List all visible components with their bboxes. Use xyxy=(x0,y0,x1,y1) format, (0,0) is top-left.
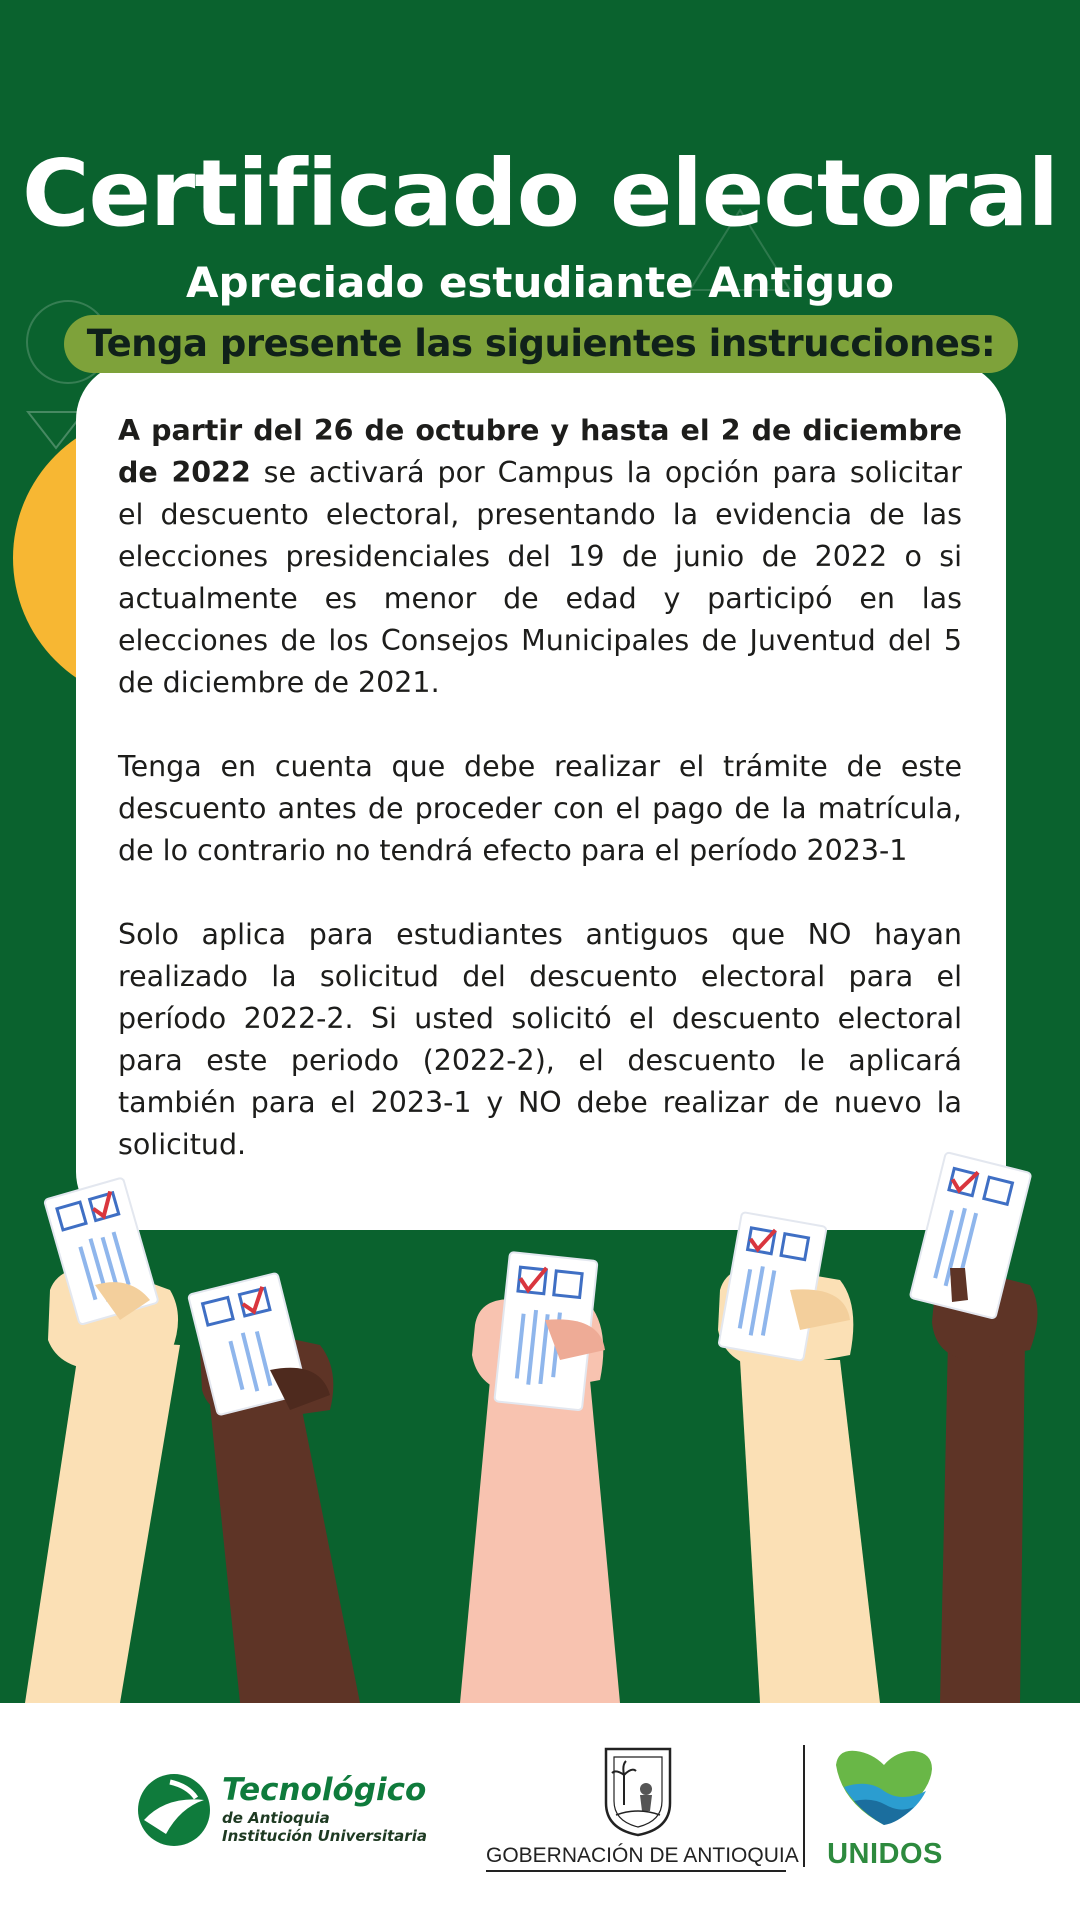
hand-3 xyxy=(460,1252,620,1703)
footer-logos xyxy=(0,1703,1080,1920)
hand-1 xyxy=(25,1177,180,1703)
gobernacion-seal-icon xyxy=(602,1745,674,1837)
unidos-name: UNIDOS xyxy=(827,1838,943,1870)
gobernacion-name: GOBERNACIÓN DE ANTIOQUIA xyxy=(486,1844,786,1872)
paragraph-applicability: Solo aplica para estudiantes antiguos que NO hayan realizado la solicitud del descuento electoral para el período 2022-2. Si usted solicitó el descuento electoral para este periodo (2022-2), el descuento le aplicará también para el 2023-1 y NO debe realizar de nuevo la solicitud. xyxy=(118,918,962,1161)
unidos-logo-icon xyxy=(828,1745,940,1837)
hand-5 xyxy=(910,1152,1038,1703)
tecnologico-logo-icon xyxy=(136,1772,212,1848)
page-subtitle: Apreciado estudiante Antiguo xyxy=(186,258,894,307)
tecnologico-name: Tecnológico xyxy=(222,1772,427,1808)
page-title: Certificado electoral xyxy=(21,140,1059,247)
tecnologico-subtitle-2: Institución Universitaria xyxy=(222,1827,427,1845)
paragraph-dates-rest: se activará por Campus la opción para solicitar el descuento electoral, presentando la evidencia de las elecciones presidenciales del 19 de junio de 2022 o si actualmente es menor de edad y participó en las elecciones de los Consejos Municipales de Juventud del 5 de diciembre de 2021. xyxy=(118,456,962,699)
instructions-heading: Tenga presente las siguientes instrucciones: xyxy=(64,315,1018,373)
paragraph-dates-bold: A partir del 26 de octubre y hasta el 2 de diciembre de 2022 xyxy=(118,414,962,489)
footer-divider xyxy=(803,1745,805,1867)
hand-2 xyxy=(188,1273,360,1703)
tecnologico-subtitle-1: de Antioquia xyxy=(222,1809,330,1827)
hand-4 xyxy=(718,1212,880,1703)
paragraph-deadline: Tenga en cuenta que debe realizar el trámite de este descuento antes de proceder con el pago de la matrícula, de lo contrario no tendrá efecto para el período 2023-1 xyxy=(118,750,962,867)
